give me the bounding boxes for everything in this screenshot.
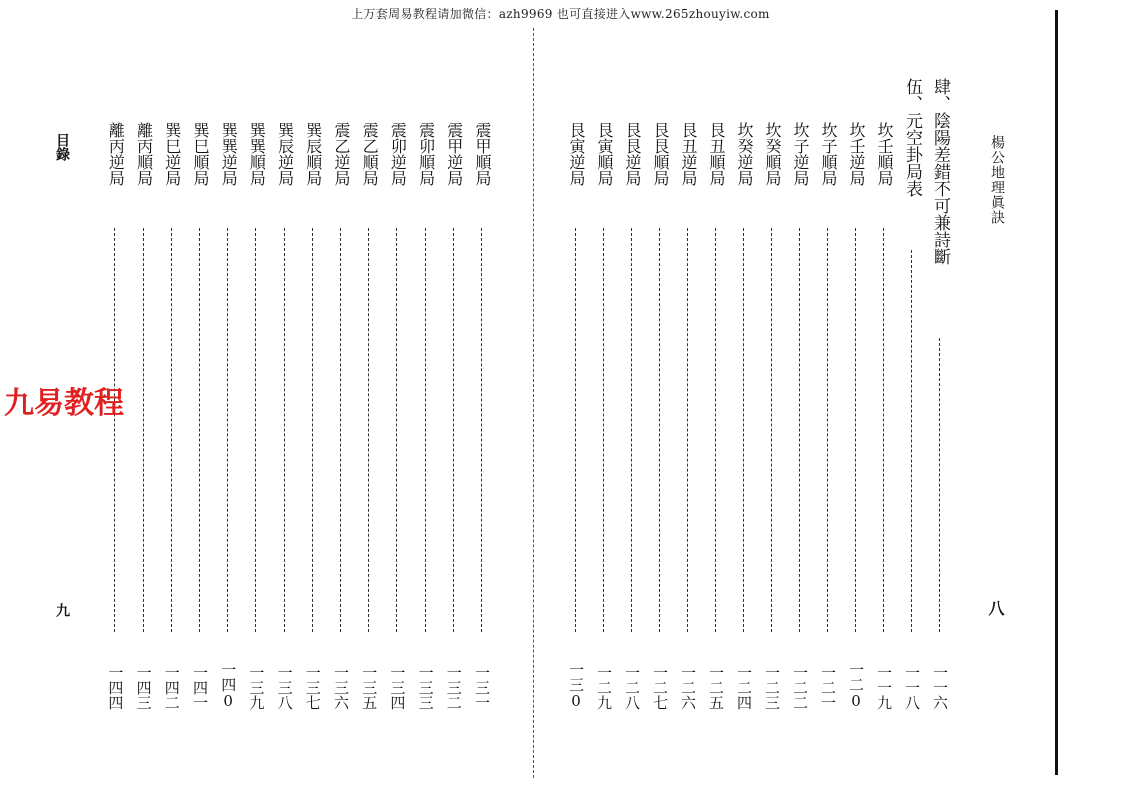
toc-entry-title: 坎壬逆局 <box>847 122 866 186</box>
toc-page-number: 一四0 <box>219 662 238 710</box>
toc-entry <box>245 122 267 710</box>
toc-page-number: 一一九 <box>875 665 893 710</box>
toc-page-number: 一四三 <box>134 665 153 710</box>
toc-leader-dots <box>799 228 800 632</box>
left-page-side-title: 目錄 <box>54 133 70 161</box>
toc-page-number: 一二七 <box>651 665 669 710</box>
toc-leader-dots <box>743 228 744 632</box>
toc-leader-dots <box>453 228 454 632</box>
toc-page-number: 一二0 <box>847 662 865 710</box>
toc-leader-dots <box>603 228 604 632</box>
toc-entry <box>789 122 811 710</box>
toc-entry-title: 巽辰順局 <box>303 122 323 186</box>
toc-leader-dots <box>255 228 256 632</box>
toc-entry <box>189 122 211 710</box>
toc-entry <box>817 122 839 710</box>
toc-entry-title: 震乙逆局 <box>332 122 351 186</box>
toc-entry <box>302 122 324 710</box>
toc-page-number: 一四一 <box>191 665 209 710</box>
toc-page-number: 一三六 <box>332 665 350 710</box>
toc-leader-dots <box>114 228 115 632</box>
right-page-book-title: 楊公地理眞訣 <box>989 135 1005 225</box>
toc-entry <box>133 122 155 710</box>
toc-entry <box>330 122 352 710</box>
toc-entry <box>705 122 727 710</box>
toc-entry-title: 艮艮逆局 <box>623 122 642 186</box>
toc-leader-dots <box>368 228 369 632</box>
toc-entry-title: 艮艮順局 <box>651 122 670 186</box>
toc-leader-dots <box>143 228 144 632</box>
toc-entry-title: 震卯順局 <box>416 122 436 186</box>
toc-leader-dots <box>284 228 285 632</box>
left-page-number: 九 <box>54 603 70 617</box>
toc-page-number: 一一六 <box>931 665 949 710</box>
toc-page-number: 一三九 <box>247 665 266 710</box>
toc-page-number: 一二八 <box>623 665 641 710</box>
toc-entry-title: 巽巳順局 <box>191 122 210 186</box>
toc-leader-dots <box>827 228 828 632</box>
toc-entry <box>733 122 755 710</box>
toc-leader-dots <box>425 228 426 632</box>
toc-page-number: 一二二 <box>791 665 809 710</box>
toc-page-number: 一二五 <box>707 665 725 710</box>
toc-entry <box>677 122 699 710</box>
toc-entry-title: 伍、元空卦局表 <box>902 78 922 197</box>
toc-leader-dots <box>771 228 772 632</box>
toc-entry <box>415 122 437 710</box>
toc-leader-dots <box>227 228 228 632</box>
toc-page-number: 一三七 <box>303 665 322 710</box>
toc-entry <box>761 122 783 710</box>
toc-entry-title: 艮寅順局 <box>595 122 614 186</box>
toc-entry-title: 離丙逆局 <box>106 122 126 186</box>
toc-entry-title: 離丙順局 <box>134 122 154 186</box>
toc-entry-title: 肆、陰陽差錯不可兼詩斷 <box>930 78 950 265</box>
toc-leader-dots <box>481 228 482 632</box>
toc-entry <box>161 122 183 710</box>
toc-entry <box>593 122 615 710</box>
toc-entry-title: 坎癸順局 <box>763 122 782 186</box>
toc-entry <box>443 122 465 710</box>
watermark-header-text: 上万套周易教程请加微信：azh9969 也可直接进入www.265zhouyiw.com <box>351 7 770 21</box>
toc-entry-title: 震甲逆局 <box>444 122 464 186</box>
toc-entry-title: 震卯逆局 <box>388 122 408 186</box>
toc-entry-title: 坎癸逆局 <box>735 122 754 186</box>
toc-page-number: 一二四 <box>735 665 753 710</box>
toc-entry-title: 坎子順局 <box>819 122 838 186</box>
toc-leader-dots <box>939 338 940 632</box>
toc-leader-dots <box>631 228 632 632</box>
toc-leader-dots <box>396 228 397 632</box>
toc-page-number: 一二九 <box>595 665 613 710</box>
toc-page-number: 一三一 <box>473 665 491 710</box>
toc-entry-title: 巽巳逆局 <box>162 122 182 186</box>
toc-page-number: 一一八 <box>903 665 921 710</box>
toc-page-number: 一四四 <box>106 665 125 710</box>
toc-entry-title: 巽辰逆局 <box>275 122 295 186</box>
toc-entry <box>358 122 380 710</box>
toc-leader-dots <box>171 228 172 632</box>
toc-entry <box>565 122 587 710</box>
toc-leader-dots <box>883 228 884 632</box>
toc-entry-title: 艮寅逆局 <box>567 122 586 186</box>
toc-entry <box>649 122 671 710</box>
toc-leader-dots <box>855 228 856 632</box>
toc-entry-title: 震乙順局 <box>360 122 380 186</box>
toc-page-number: 一二六 <box>679 665 697 710</box>
toc-page-number: 一三五 <box>360 665 379 710</box>
toc-page-number: 一四二 <box>162 665 181 710</box>
toc-leader-dots <box>312 228 313 632</box>
toc-entry-title: 艮丑逆局 <box>679 122 698 186</box>
toc-leader-dots <box>687 228 688 632</box>
toc-page-number: 一二三 <box>763 665 781 710</box>
toc-entry <box>621 122 643 710</box>
toc-entry <box>471 122 493 710</box>
toc-entry <box>274 122 296 710</box>
toc-page-number: 一三0 <box>567 662 585 710</box>
toc-entry <box>217 122 239 710</box>
toc-entry-title: 震甲順局 <box>473 122 492 186</box>
toc-leader-dots <box>340 228 341 632</box>
toc-page-number: 一三八 <box>275 665 294 710</box>
toc-leader-dots <box>199 228 200 632</box>
toc-leader-dots <box>911 250 912 632</box>
toc-entry <box>901 78 923 710</box>
toc-leader-dots <box>715 228 716 632</box>
toc-page-number: 一三四 <box>388 665 407 710</box>
toc-page-number: 一三二 <box>444 665 463 710</box>
toc-entry <box>386 122 408 710</box>
page-gutter <box>533 28 535 778</box>
toc-leader-dots <box>575 228 576 632</box>
page-edge-line <box>1055 10 1058 775</box>
toc-entry-title: 坎子逆局 <box>791 122 810 186</box>
toc-entry <box>929 78 951 710</box>
toc-entry-title: 巽巽逆局 <box>219 122 239 186</box>
toc-leader-dots <box>659 228 660 632</box>
toc-entry <box>873 122 895 710</box>
toc-entry-title: 坎壬順局 <box>875 122 894 186</box>
watermark-logo: 九易教程 <box>4 386 124 421</box>
right-page-number: 八 <box>986 600 1005 616</box>
toc-page-number: 一二一 <box>819 665 837 710</box>
toc-entry-title: 巽巽順局 <box>247 122 267 186</box>
toc-entry <box>845 122 867 710</box>
toc-page-number: 一三三 <box>416 665 435 710</box>
toc-entry-title: 艮丑順局 <box>707 122 726 186</box>
